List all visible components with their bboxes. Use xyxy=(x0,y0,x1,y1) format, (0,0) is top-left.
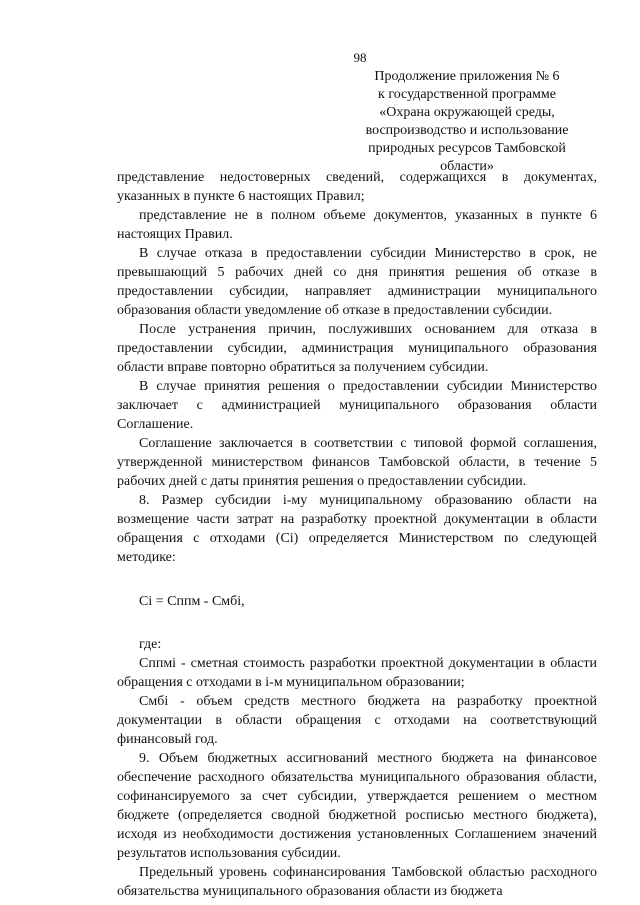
paragraph: представление не в полном объеме документов, указанных в пункте 6 настоящих Правил. xyxy=(117,208,597,242)
paragraph: В случае отказа в предоставлении субсидии Министерство в срок, не превышающий 5 рабочих дней со дня принятия решения об отказе в предоставлении субсидии, направляет администрации муниципального образования области уведомление об отказе в предоставлении субсидии. xyxy=(117,246,597,318)
definition: Смбi - объем средств местного бюджета на разработку проектной документации в области обращения с отходами на соответствующий финансовый год. xyxy=(117,694,597,747)
appendix-header xyxy=(352,68,582,176)
where-label: где: xyxy=(139,637,162,652)
formula: Ci = Сппм - Смбi, xyxy=(139,594,245,609)
paragraph: Предельный уровень софинансирования Тамбовской областью расходного обязательства муниципального образования области из бюджета xyxy=(117,865,597,899)
paragraph: 9. Объем бюджетных ассигнований местного бюджета на финансовое обеспечение расходного обязательства муниципального образования области, софинансируемого за счет субсидии, утверждается решением о местном бюджете (определяется сводной бюджетной росписью местного бюджета), исходя из необходимости достижения установленных Соглашением значений результатов использования субсидии. xyxy=(117,751,597,861)
header-line: области» xyxy=(440,159,494,174)
page-number: 98 xyxy=(353,50,367,65)
header-line: воспроизводство и использование xyxy=(365,123,569,138)
header-line: природных ресурсов Тамбовской xyxy=(368,141,566,156)
paragraph: После устранения причин, послуживших основанием для отказа в предоставлении субсидии, администрация муниципального образования области вправе повторно обратиться за получением субсидии. xyxy=(117,322,597,375)
document-body xyxy=(117,168,597,901)
definition: Сппмi - сметная стоимость разработки проектной документации в области обращения с отходами в i-м муниципальном образовании; xyxy=(117,656,597,690)
paragraph: 8. Размер субсидии i-му муниципальному образованию области на возмещение части затрат на разработку проектной документации в области обращения с отходами (Ci) определяется Министерством по следующей методике: xyxy=(117,493,597,565)
header-line: к государственной программе xyxy=(378,87,556,102)
paragraph: Соглашение заключается в соответствии с типовой формой соглашения, утвержденной министерством финансов Тамбовской области, в течение 5 рабочих дней с даты принятия решения о предоставлении субсидии. xyxy=(117,436,597,489)
paragraph: представление недостоверных сведений, содержащихся в документах, указанных в пункте 6 настоящих Правил; xyxy=(117,170,597,204)
paragraph: В случае принятия решения о предоставлении субсидии Министерство заключает с администрацией муниципального образования области Соглашение. xyxy=(117,379,597,432)
header-line: Продолжение приложения № 6 xyxy=(374,69,560,84)
header-line: «Охрана окружающей среды, xyxy=(379,105,555,120)
